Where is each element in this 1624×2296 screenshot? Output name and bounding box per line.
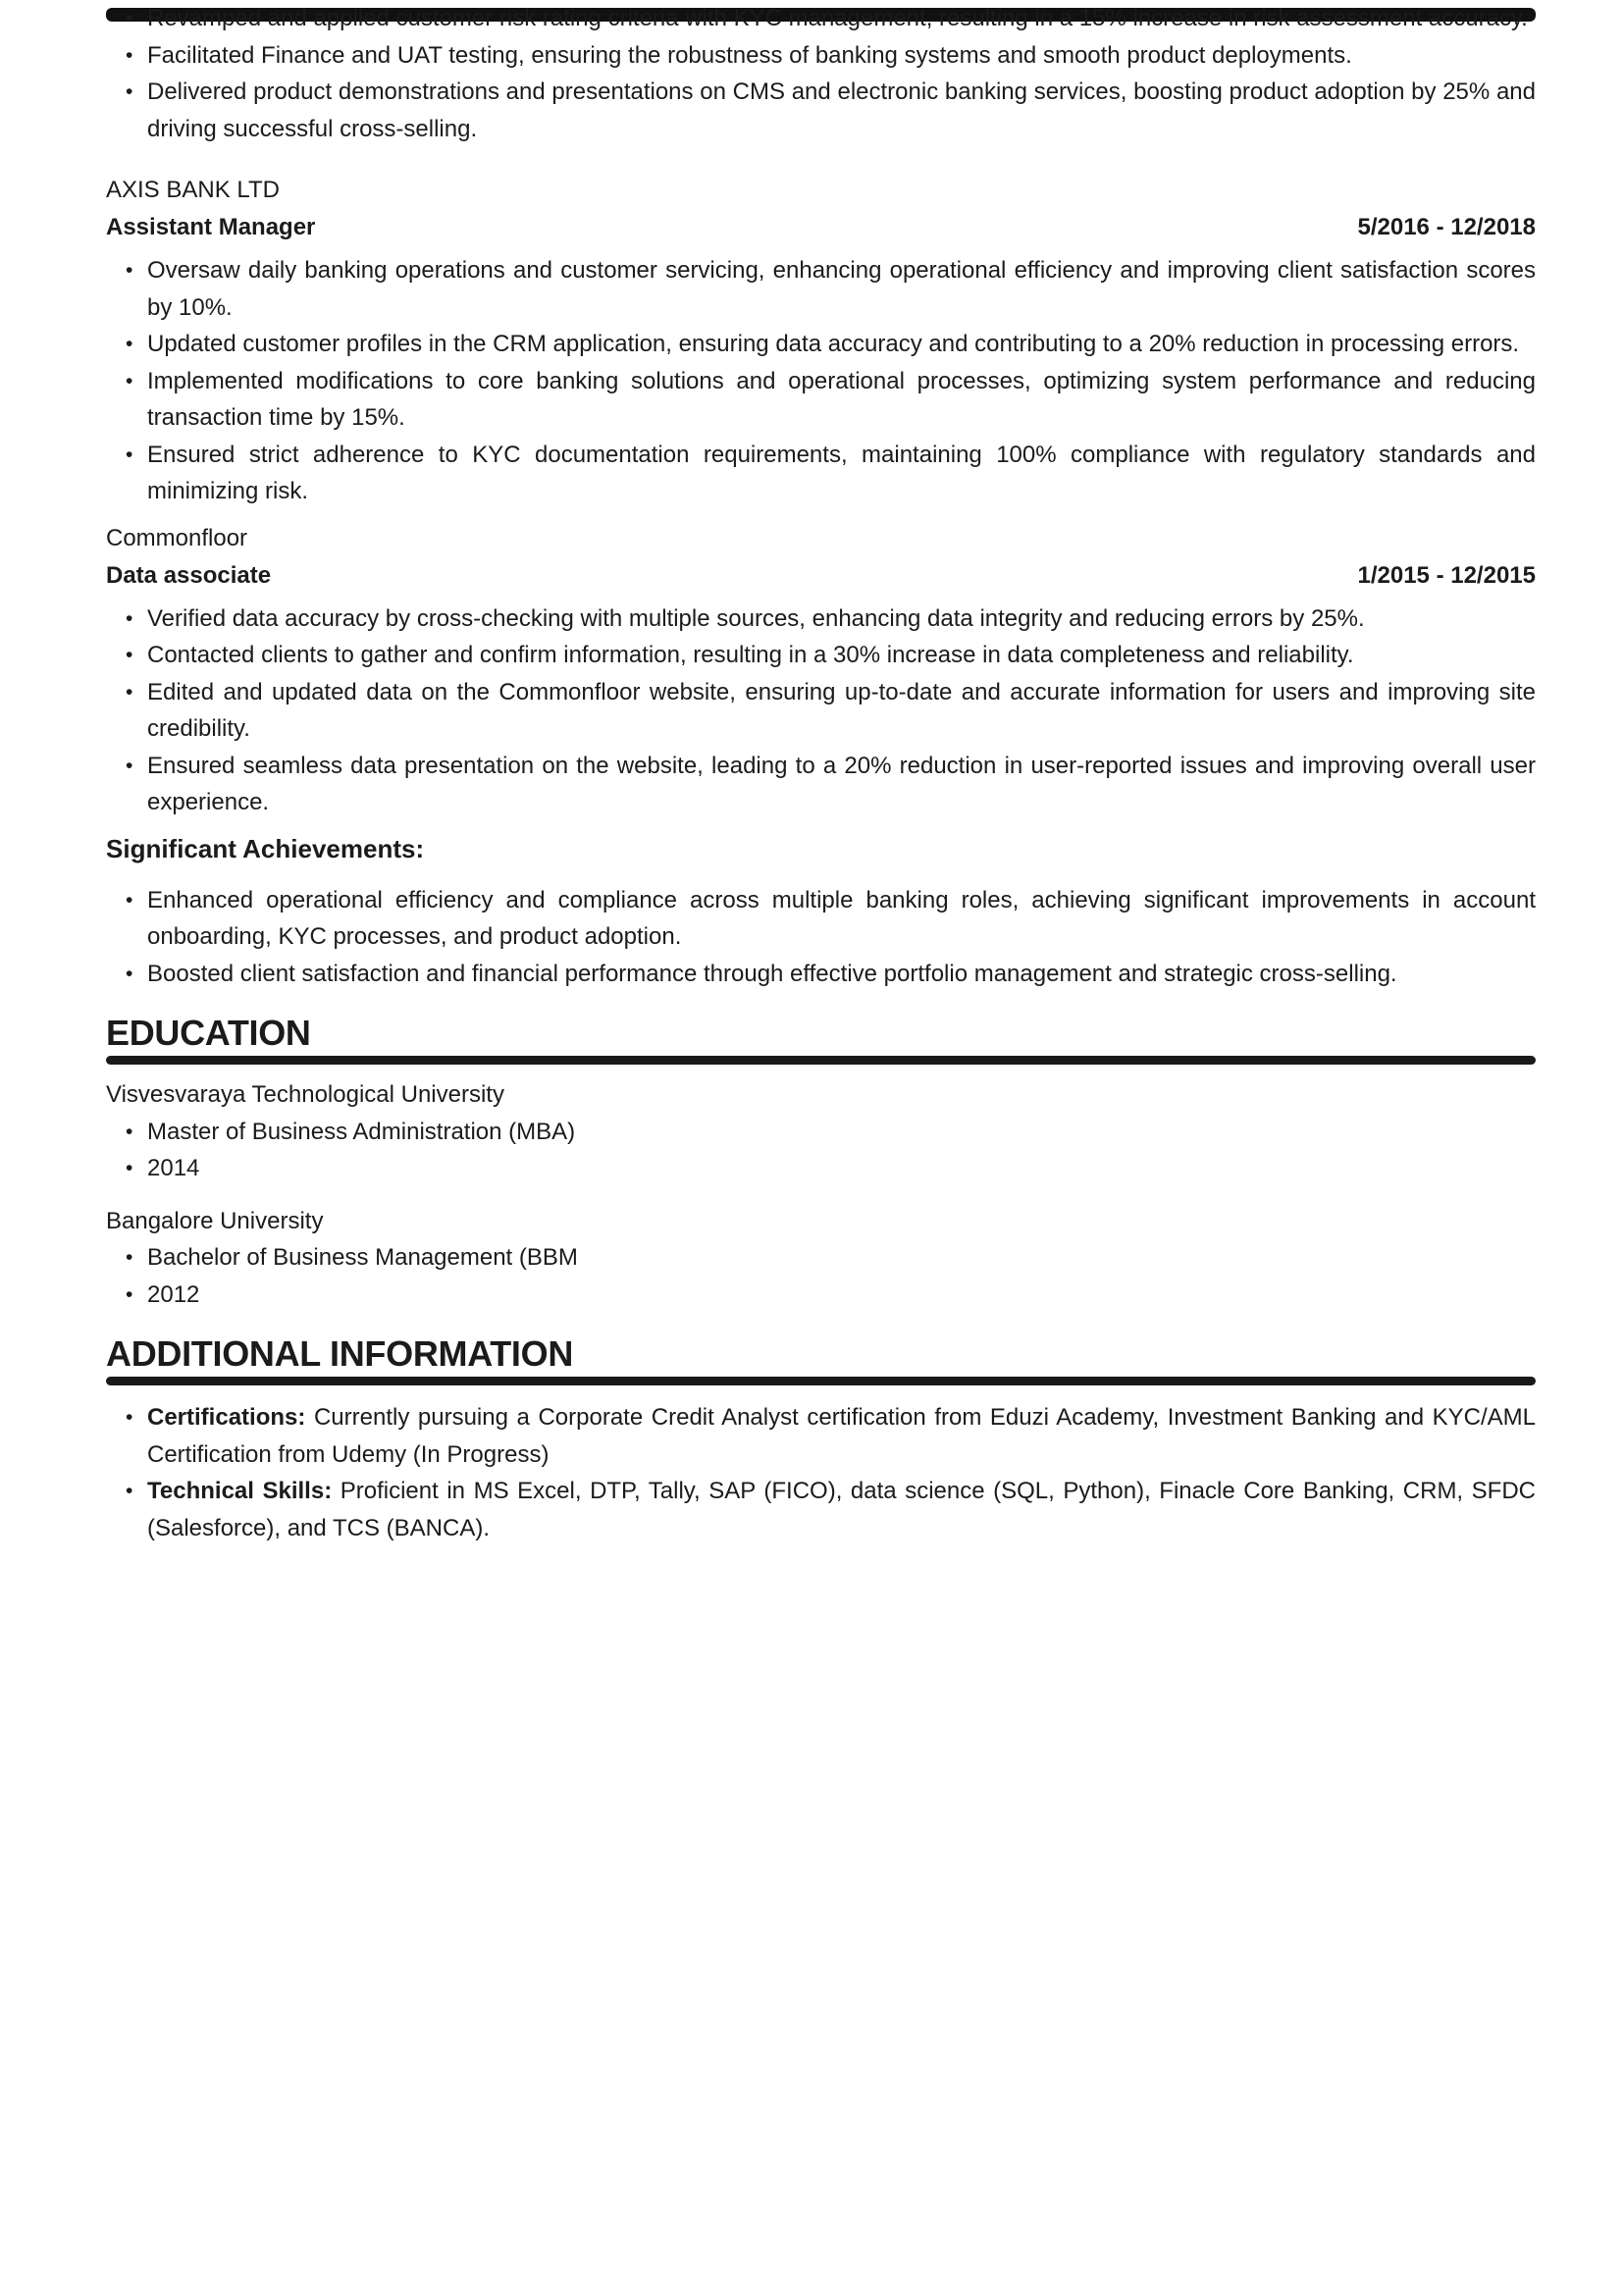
bullet-item: • Updated customer profiles in the CRM application, ensuring data accuracy and contributing to a 20% reduction in processing errors.	[106, 326, 1536, 363]
company-name: Commonfloor	[106, 524, 248, 551]
section-rule	[106, 1056, 1536, 1065]
bullet-item: • Ensured seamless data presentation on the website, leading to a 20% reduction in user-reported issues and improving overall user experience.	[106, 748, 1536, 821]
school-name: Visvesvaraya Technological University	[106, 1081, 504, 1108]
bullet-item: • Enhanced operational efficiency and compliance across multiple banking roles, achieving significant improvements in account onboarding, KYC processes, and product adoption.	[106, 882, 1536, 956]
job-title-row	[106, 557, 1536, 595]
section-rule	[106, 1377, 1536, 1385]
technical-skills-text: Proficient in MS Excel, DTP, Tally, SAP (FICO), data science (SQL, Python), Finacle Core Banking, CRM, SFDC (Salesforce), and TCS (BANCA).	[147, 1478, 1536, 1541]
bullet-item: • Edited and updated data on the Commonfloor website, ensuring up-to-date and accurate information for users and improving site credibility.	[106, 674, 1536, 748]
bullet-item: • Delivered product demonstrations and presentations on CMS and electronic banking services, boosting product adoption by 25% and driving successful cross-selling.	[106, 74, 1536, 147]
resume-page-content	[106, 0, 1536, 1546]
degree-item: • Bachelor of Business Management (BBM	[106, 1239, 1536, 1277]
achievement-bullets	[106, 882, 1536, 993]
bullet-item: • Oversaw daily banking operations and customer servicing, enhancing operational efficiency and improving client satisfaction scores by 10%.	[106, 252, 1536, 326]
grad-year-item: • 2012	[106, 1277, 1536, 1314]
bullet-item: • Facilitated Finance and UAT testing, ensuring the robustness of banking systems and smooth product deployments.	[106, 37, 1536, 75]
school-name: Bangalore University	[106, 1207, 324, 1234]
additional-information-section	[106, 1334, 1536, 1546]
certifications-item	[106, 1399, 1536, 1473]
bullet-item: • Contacted clients to gather and confirm information, resulting in a 30% increase in data completeness and reliability.	[106, 637, 1536, 674]
bullet-item: • Boosted client satisfaction and financial performance through effective portfolio management and strategic cross-selling.	[106, 956, 1536, 993]
achievements-heading: Significant Achievements:	[106, 833, 425, 863]
school-details	[106, 1239, 1536, 1313]
bullet-item: • Verified data accuracy by cross-checking with multiple sources, enhancing data integrity and reducing errors by 25%.	[106, 600, 1536, 638]
job-dates: 5/2016 - 12/2018	[1357, 214, 1536, 240]
job-entry-axis-bank	[106, 172, 1536, 510]
additional-information-bullets	[106, 1399, 1536, 1546]
bullet-item: • Revamped and applied customer risk rating criteria with KYC management, resulting in a 15% increase in risk assessment accuracy.	[106, 0, 1536, 37]
additional-information-heading: ADDITIONAL INFORMATION	[106, 1333, 574, 1374]
job-bullets	[106, 600, 1536, 821]
job-title-row	[106, 209, 1536, 246]
job-dates: 1/2015 - 12/2015	[1357, 561, 1536, 589]
significant-achievements-section	[106, 831, 1536, 993]
certifications-label: Certifications:	[147, 1404, 306, 1431]
bullet-item: • Implemented modifications to core banking solutions and operational processes, optimizing system performance and reducing transaction time by 15%.	[106, 363, 1536, 437]
degree-item: • Master of Business Administration (MBA)	[106, 1114, 1536, 1151]
grad-year-item: • 2014	[106, 1150, 1536, 1187]
job-title: Data associate	[106, 561, 272, 589]
certifications-text: Currently pursuing a Corporate Credit Analyst certification from Eduzi Academy, Investment Banking and KYC/AML Certification from Udemy (In Progress)	[147, 1404, 1537, 1468]
job-entry-commonfloor	[106, 520, 1536, 821]
school-details	[106, 1114, 1536, 1187]
bullet-item: • Ensured strict adherence to KYC documentation requirements, maintaining 100% compliance with regulatory standards and minimizing risk.	[106, 437, 1536, 510]
experience-bullets-continued	[106, 0, 1536, 147]
job-title: Assistant Manager	[106, 214, 316, 240]
company-name: AXIS BANK LTD	[106, 177, 280, 203]
education-section	[106, 1014, 1536, 1313]
job-bullets	[106, 252, 1536, 510]
technical-skills-item	[106, 1473, 1536, 1546]
technical-skills-label: Technical Skills:	[147, 1478, 333, 1504]
education-heading: EDUCATION	[106, 1013, 311, 1053]
